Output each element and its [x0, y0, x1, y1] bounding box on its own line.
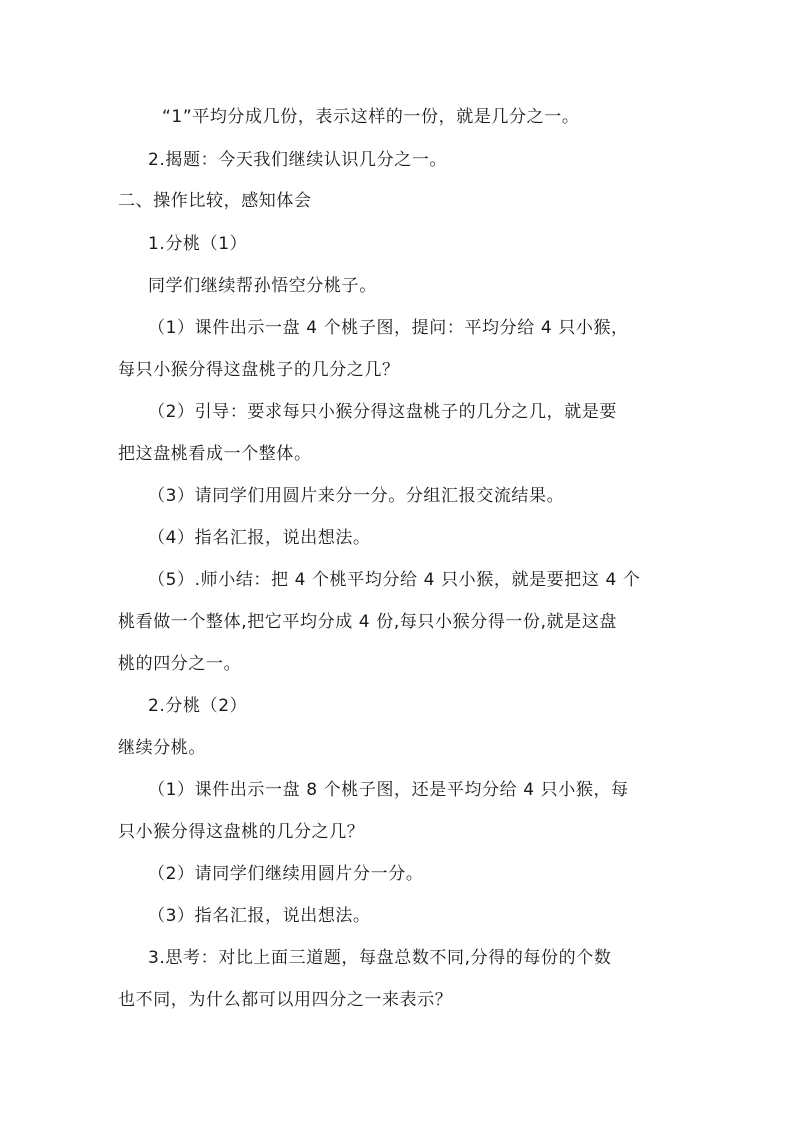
paragraph-line: 把这盘桃看成一个整体。 — [118, 444, 312, 464]
subsection-heading: 1.分桃（1） — [148, 234, 248, 254]
paragraph-line: 3.思考：对比上面三道题，每盘总数不同,分得的每份的个数 — [148, 948, 612, 968]
subsection-heading: 2.分桃（2） — [148, 696, 248, 716]
paragraph-line: （4）指名汇报，说出想法。 — [148, 528, 371, 548]
paragraph-line: （3）指名汇报，说出想法。 — [148, 906, 371, 926]
paragraph-line: （1）课件出示一盘 8 个桃子图，还是平均分给 4 只小猴，每 — [148, 780, 629, 800]
paragraph-line: 桃的四分之一。 — [118, 654, 242, 674]
paragraph-line: （1）课件出示一盘 4 个桃子图，提问：平均分给 4 只小猴， — [148, 318, 629, 338]
paragraph-line: 桃看做一个整体,把它平均分成 4 份,每只小猴分得一份,就是这盘 — [118, 612, 618, 632]
paragraph-line: 2.揭题：今天我们继续认识几分之一。 — [148, 150, 448, 170]
paragraph-line: 也不同，为什么都可以用四分之一来表示？ — [118, 990, 453, 1010]
paragraph-line: （2）引导：要求每只小猴分得这盘桃子的几分之几，就是要 — [148, 402, 618, 422]
paragraph-line: 同学们继续帮孙悟空分桃子。 — [148, 276, 377, 296]
paragraph-line: （2）请同学们继续用圆片分一分。 — [148, 864, 424, 884]
paragraph-line: 继续分桃。 — [118, 738, 206, 758]
paragraph-line: 只小猴分得这盘桃的几分之几？ — [118, 822, 365, 842]
paragraph-line: （5）.师小结：把 4 个桃平均分给 4 只小猴，就是要把这 4 个 — [148, 570, 641, 590]
section-heading: 二、操作比较，感知体会 — [118, 191, 312, 211]
paragraph-line: 每只小猴分得这盘桃子的几分之几？ — [118, 360, 400, 380]
paragraph-line: （3）请同学们用圆片来分一分。分组汇报交流结果。 — [148, 486, 565, 506]
paragraph-line: “1”平均分成几份，表示这样的一份，就是几分之一。 — [162, 107, 580, 127]
